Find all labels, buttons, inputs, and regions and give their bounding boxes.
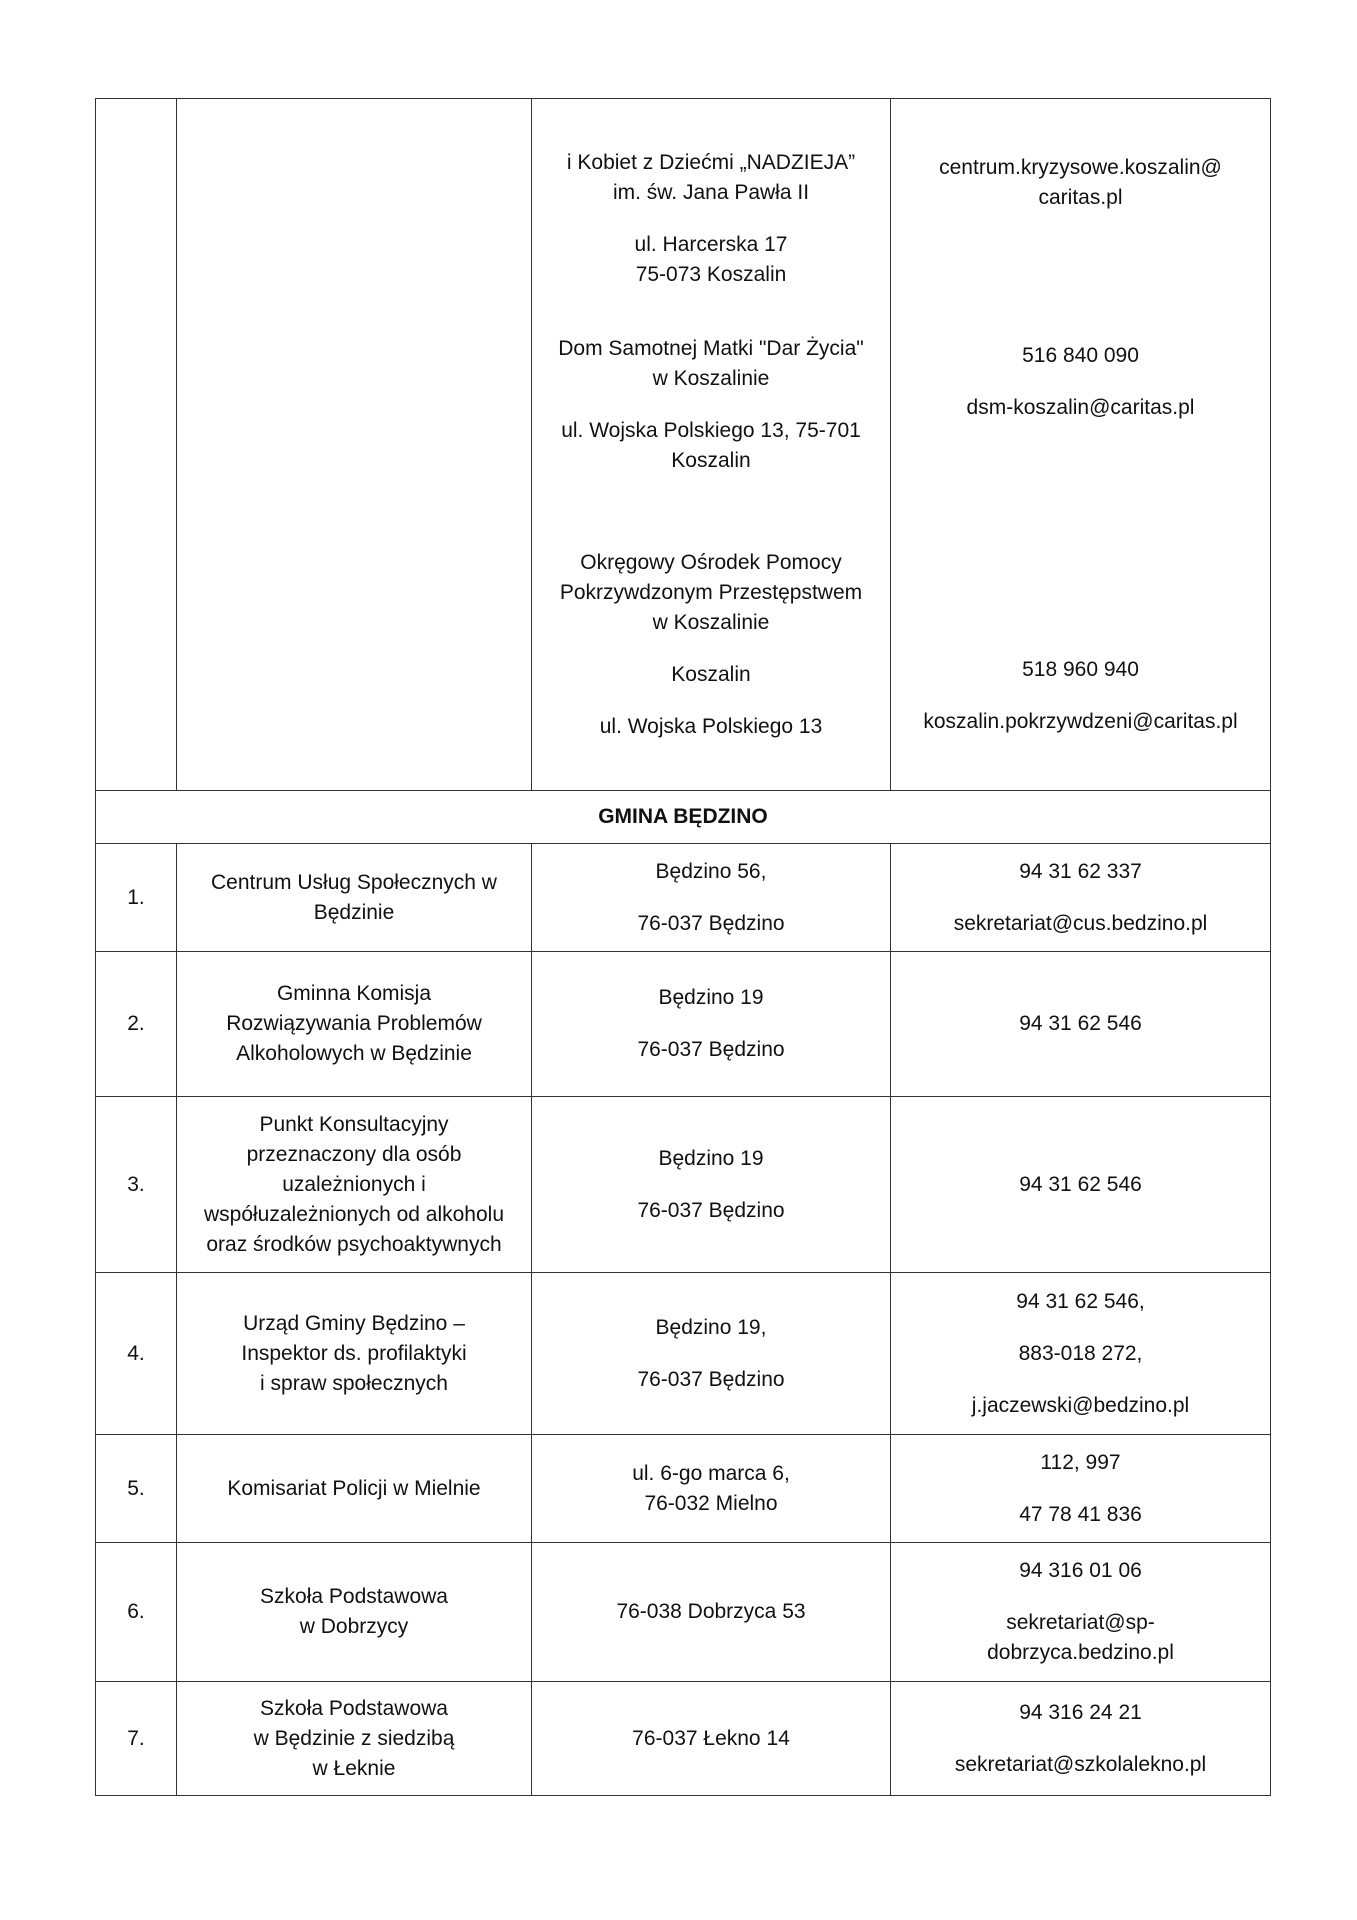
institution-contact: [891, 1273, 1271, 1435]
institution-address: [532, 1273, 891, 1435]
section-title: GMINA BĘDZINO: [96, 791, 1271, 844]
institution-contact: [891, 1682, 1271, 1796]
contact-line: 47 78 41 836: [1019, 1502, 1142, 1526]
name-line: Alkoholowych w Będzinie: [236, 1042, 472, 1065]
address-line: Będzino 19: [658, 1146, 764, 1170]
contact-email-line: centrum.kryzysowe.koszalin@: [939, 155, 1222, 179]
contact-line: 94 316 01 06: [1019, 1559, 1142, 1582]
continued-entry: [540, 334, 882, 476]
institution-name: [177, 1682, 532, 1796]
address-line: 76-037 Będzino: [637, 1198, 785, 1222]
institution-address: [532, 952, 891, 1097]
continued-no-cell: [96, 99, 177, 791]
row-number: 2.: [96, 952, 177, 1097]
contact-line: 112, 997: [1040, 1450, 1121, 1474]
continued-name-cell: [177, 99, 532, 791]
name-line: uzależnionych i: [282, 1172, 426, 1196]
address-line: Będzino 19: [658, 986, 764, 1009]
entry-address-line: ul. Harcerska 17: [634, 232, 788, 256]
name-line: Szkoła Podstawowa: [260, 1696, 448, 1720]
table-row: [96, 1097, 1271, 1273]
entry-address-line: ul. Wojska Polskiego 13: [599, 714, 823, 738]
address-line: ul. 6-go marca 6,: [632, 1461, 790, 1485]
entry-name-line: Pokrzywdzonym Przestępstwem: [559, 580, 863, 604]
contact-line: 883-018 272,: [1018, 1341, 1143, 1365]
entry-name-line: w Koszalinie: [652, 610, 770, 634]
entry-address-line: Koszalin: [671, 448, 751, 472]
name-line: oraz środków psychoaktywnych: [206, 1232, 502, 1256]
entry-name-line: im. św. Jana Pawła II: [612, 180, 810, 204]
table-row: [96, 1543, 1271, 1682]
name-line: w Dobrzycy: [299, 1615, 409, 1638]
entry-name-line: Dom Samotnej Matki "Dar Życia": [558, 336, 864, 360]
name-line: Będzinie: [313, 900, 395, 924]
name-line: Urząd Gminy Będzino –: [243, 1311, 465, 1335]
contact-line: 94 31 62 546,: [1016, 1289, 1145, 1313]
institutions-table: [95, 98, 1271, 1796]
contact-email-line: caritas.pl: [1038, 185, 1123, 209]
entry-name-line: w Koszalinie: [652, 366, 770, 390]
contact-line: sekretariat@cus.bedzino.pl: [953, 911, 1208, 935]
address-line: 76-032 Mielno: [644, 1491, 778, 1515]
institution-name: [177, 1273, 532, 1435]
name-line: i spraw społecznych: [260, 1371, 448, 1395]
name-line: Gminna Komisja: [276, 982, 432, 1005]
table-row: [96, 1682, 1271, 1796]
contact-email-line: dsm-koszalin@caritas.pl: [966, 395, 1195, 419]
contact-line: j.jaczewski@bedzino.pl: [971, 1393, 1190, 1417]
institution-contact: [891, 844, 1271, 952]
contact-line: 94 31 62 546: [1019, 1012, 1142, 1035]
row-number: 4.: [96, 1273, 177, 1435]
institution-contact: [891, 1097, 1271, 1273]
contact-email-line: koszalin.pokrzywdzeni@caritas.pl: [923, 709, 1238, 733]
institution-name: [177, 1435, 532, 1543]
row-number: 7.: [96, 1682, 177, 1796]
continued-entry: [540, 548, 882, 742]
contact-line: dobrzyca.bedzino.pl: [987, 1641, 1174, 1664]
institution-contact: [891, 952, 1271, 1097]
address-line: Będzino 19,: [655, 1315, 767, 1339]
contact-line: sekretariat@sp-: [1006, 1611, 1155, 1634]
table-row: [96, 1273, 1271, 1435]
name-line: Inspektor ds. profilaktyki: [241, 1341, 467, 1365]
institution-address: [532, 1682, 891, 1796]
institution-address: [532, 1543, 891, 1682]
contact-line: 94 31 62 337: [1019, 859, 1142, 883]
name-line: przeznaczony dla osób: [246, 1142, 462, 1166]
institution-name: [177, 844, 532, 952]
contact-line: 94 31 62 546: [1019, 1172, 1142, 1196]
section-header-row: [96, 791, 1271, 844]
row-number: 3.: [96, 1097, 177, 1273]
institution-address: [532, 1097, 891, 1273]
contact-phone-line: 518 960 940: [1022, 657, 1139, 681]
continued-row: [96, 99, 1271, 791]
address-line: 76-038 Dobrzyca 53: [616, 1600, 806, 1623]
table-row: [96, 952, 1271, 1097]
contact-line: 94 316 24 21: [1019, 1700, 1142, 1724]
contact-line: sekretariat@szkolalekno.pl: [954, 1752, 1207, 1776]
institution-address: [532, 1435, 891, 1543]
institution-address: [532, 844, 891, 952]
institution-name: [177, 952, 532, 1097]
entry-name-line: Okręgowy Ośrodek Pomocy: [580, 550, 842, 574]
address-line: 76-037 Łekno 14: [632, 1726, 790, 1750]
name-line: Punkt Konsultacyjny: [259, 1112, 449, 1136]
row-number: 5.: [96, 1435, 177, 1543]
continued-contact-cell: [891, 99, 1271, 791]
name-line: w Będzinie z siedzibą: [253, 1726, 455, 1750]
table-row: [96, 844, 1271, 952]
name-line: w Łeknie: [312, 1756, 396, 1780]
contact-phone-line: 516 840 090: [1022, 343, 1139, 367]
row-number: 1.: [96, 844, 177, 952]
institution-contact: [891, 1543, 1271, 1682]
continued-entry: [540, 148, 882, 290]
entry-name-line: i Kobiet z Dziećmi „NADZIEJA”: [566, 150, 856, 174]
entry-address-line: Koszalin: [671, 662, 751, 686]
table-row: [96, 1435, 1271, 1543]
name-line: Szkoła Podstawowa: [260, 1585, 448, 1608]
address-line: Będzino 56,: [655, 859, 767, 883]
institution-name: [177, 1543, 532, 1682]
entry-address-line: 75-073 Koszalin: [635, 262, 787, 286]
address-line: 76-037 Będzino: [637, 1367, 785, 1391]
address-line: 76-037 Będzino: [637, 911, 785, 935]
row-number: 6.: [96, 1543, 177, 1682]
address-line: 76-037 Będzino: [637, 1038, 785, 1061]
entry-address-line: ul. Wojska Polskiego 13, 75-701: [561, 418, 861, 442]
name-line: Rozwiązywania Problemów: [226, 1012, 482, 1035]
institution-name: [177, 1097, 532, 1273]
continued-institutions-cell: [532, 99, 891, 791]
name-line: Centrum Usług Społecznych w: [211, 870, 497, 894]
name-line: współuzależnionych od alkoholu: [203, 1202, 505, 1226]
institution-contact: [891, 1435, 1271, 1543]
name-line: Komisariat Policji w Mielnie: [227, 1476, 481, 1500]
